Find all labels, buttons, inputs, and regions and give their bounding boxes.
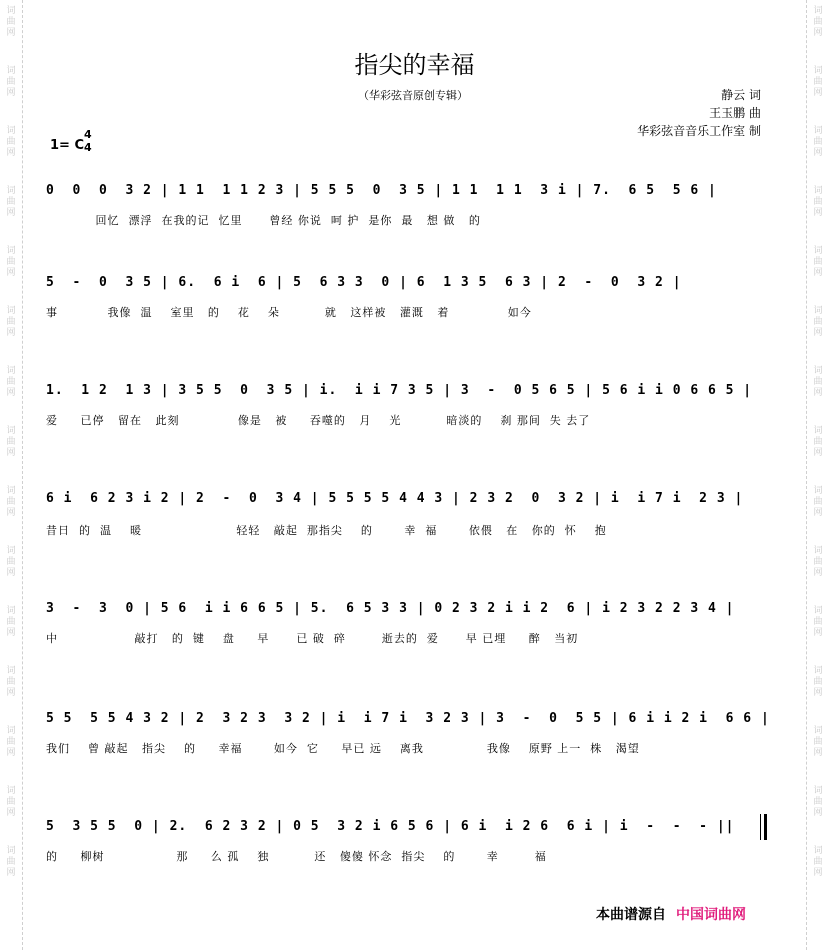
lyric-line: 中 敲打 的 键 盘 早 已 破 碎 逝去的 爱 早 已埋 醉 当初	[46, 632, 579, 645]
watermark-char: 网	[813, 148, 823, 158]
source-label: 本曲谱源自	[596, 907, 666, 923]
watermark-cell	[0, 720, 22, 780]
watermark-char: 曲	[6, 557, 16, 567]
watermark-cell	[807, 720, 829, 780]
watermark-char: 曲	[6, 797, 16, 807]
watermark-char: 词	[813, 546, 823, 556]
watermark-char: 词	[813, 666, 823, 676]
time-signature-top: 4	[84, 128, 92, 141]
watermark-char: 词	[813, 786, 823, 796]
notation-line: 0 0 0 3 2 | 1 1 1 1 2 3 | 5 5 5 0 3 5 | 1 1 1 1 3 i | 7. 6 5 5 6 |	[46, 183, 717, 198]
watermark-char: 网	[6, 688, 16, 698]
watermark-char: 曲	[6, 437, 16, 447]
watermark-char: 曲	[6, 17, 16, 27]
watermark-char: 网	[6, 508, 16, 518]
watermark-cell	[0, 300, 22, 360]
lyric-line: 的 柳树 那 么 孤 独 还 傻傻 怀念 指尖 的 幸 福	[46, 850, 547, 863]
watermark-char: 词	[813, 6, 823, 16]
watermark-cell	[807, 780, 829, 840]
watermark-char: 网	[6, 88, 16, 98]
watermark-char: 词	[813, 426, 823, 436]
watermark-char: 网	[813, 628, 823, 638]
watermark-char: 网	[6, 208, 16, 218]
watermark-char: 曲	[6, 257, 16, 267]
watermark-cell	[0, 660, 22, 720]
watermark-char: 网	[6, 148, 16, 158]
watermark-char: 词	[6, 126, 16, 136]
watermark-char: 词	[6, 426, 16, 436]
watermark-cell	[0, 840, 22, 900]
watermark-char: 词	[813, 366, 823, 376]
watermark-char: 曲	[813, 497, 823, 507]
notation-line: 6 i 6 2 3 i 2 | 2 - 0 3 4 | 5 5 5 5 4 4 3 | 2 3 2 0 3 2 | i i 7 i 2 3 |	[46, 491, 744, 506]
watermark-char: 词	[6, 846, 16, 856]
watermark-cell	[807, 660, 829, 720]
watermark-char: 曲	[813, 857, 823, 867]
watermark-char: 曲	[813, 617, 823, 627]
producer-credit: 华彩弦音音乐工作室 制	[637, 124, 761, 138]
watermark-cell	[807, 480, 829, 540]
watermark-char: 网	[6, 448, 16, 458]
notation-line: 5 5 5 5 4 3 2 | 2 3 2 3 3 2 | i i 7 i 3 2 3 | 3 - 0 5 5 | 6 i i 2 i 6 6 |	[46, 711, 770, 726]
watermark-char: 词	[6, 486, 16, 496]
watermark-cell	[807, 240, 829, 300]
album-subtitle: （华彩弦音原创专辑）	[358, 89, 468, 102]
watermark-char: 词	[813, 606, 823, 616]
watermark-cell	[0, 180, 22, 240]
watermark-char: 网	[6, 748, 16, 758]
watermark-cell	[0, 240, 22, 300]
watermark-cell	[807, 840, 829, 900]
watermark-cell	[0, 600, 22, 660]
watermark-char: 曲	[813, 677, 823, 687]
watermark-char: 曲	[813, 797, 823, 807]
watermark-char: 曲	[813, 317, 823, 327]
song-title: 指尖的幸福	[354, 51, 475, 79]
watermark-char: 网	[813, 388, 823, 398]
watermark-char: 网	[6, 568, 16, 578]
watermark-char: 词	[813, 246, 823, 256]
watermark-char: 网	[813, 208, 823, 218]
watermark-char: 网	[813, 328, 823, 338]
watermark-char: 词	[6, 6, 16, 16]
lyric-line: 我们 曾 敲起 指尖 的 幸福 如今 它 早已 远 离我 我像 原野 上一 株 渴望	[46, 742, 640, 755]
time-signature-bottom: 4	[84, 141, 92, 154]
watermark-char: 词	[6, 66, 16, 76]
watermark-char: 曲	[813, 257, 823, 267]
watermark-char: 网	[813, 748, 823, 758]
watermark-char: 网	[6, 628, 16, 638]
left-watermark-strip	[0, 0, 23, 950]
lyric-line: 事 我像 温 室里 的 花 朵 就 这样被 灌溉 着 如今	[46, 306, 532, 319]
watermark-char: 曲	[813, 557, 823, 567]
watermark-char: 曲	[813, 77, 823, 87]
lyric-line: 回忆 漂浮 在我的记 忆里 曾经 你说 呵 护 是你 最 想 做 的	[46, 214, 481, 227]
watermark-cell	[807, 420, 829, 480]
watermark-cell	[807, 300, 829, 360]
watermark-char: 词	[813, 726, 823, 736]
notation-line: 5 - 0 3 5 | 6. 6 i 6 | 5 6 3 3 0 | 6 1 3 5 6 3 | 2 - 0 3 2 |	[46, 275, 682, 290]
watermark-cell	[807, 180, 829, 240]
notation-line: 5 3 5 5 0 | 2. 6 2 3 2 | 0 5 3 2 i 6 5 6 | 6 i i 2 6 6 i | i - - - ||	[46, 819, 735, 834]
watermark-char: 网	[813, 448, 823, 458]
watermark-char: 曲	[6, 197, 16, 207]
watermark-cell	[807, 540, 829, 600]
watermark-char: 词	[6, 666, 16, 676]
watermark-char: 曲	[6, 677, 16, 687]
watermark-char: 网	[6, 868, 16, 878]
watermark-char: 曲	[6, 737, 16, 747]
lyricist-credit: 静云 词	[721, 88, 761, 102]
watermark-char: 词	[6, 546, 16, 556]
watermark-char: 词	[6, 186, 16, 196]
watermark-char: 曲	[6, 137, 16, 147]
watermark-char: 曲	[6, 377, 16, 387]
watermark-cell	[807, 360, 829, 420]
watermark-char: 词	[813, 66, 823, 76]
watermark-char: 网	[813, 88, 823, 98]
watermark-char: 词	[6, 366, 16, 376]
watermark-cell	[807, 120, 829, 180]
time-signature	[84, 128, 92, 154]
watermark-char: 词	[6, 786, 16, 796]
watermark-char: 网	[6, 268, 16, 278]
final-barline-thick	[764, 814, 767, 840]
watermark-char: 曲	[813, 137, 823, 147]
watermark-cell	[0, 360, 22, 420]
watermark-char: 词	[6, 726, 16, 736]
watermark-char: 词	[6, 606, 16, 616]
watermark-char: 曲	[813, 737, 823, 747]
right-watermark-strip	[806, 0, 829, 950]
composer-credit: 王玉鹏 曲	[709, 106, 761, 120]
site-name-link[interactable]: 中国词曲网	[676, 907, 746, 923]
watermark-cell	[0, 120, 22, 180]
watermark-char: 网	[813, 808, 823, 818]
watermark-char: 曲	[6, 77, 16, 87]
watermark-char: 曲	[813, 197, 823, 207]
watermark-cell	[807, 600, 829, 660]
notation-line: 3 - 3 0 | 5 6 i i 6 6 5 | 5. 6 5 3 3 | 0 2 3 2 i i 2 6 | i 2 3 2 2 3 4 |	[46, 601, 735, 616]
watermark-char: 网	[6, 808, 16, 818]
watermark-char: 词	[813, 126, 823, 136]
watermark-char: 曲	[6, 857, 16, 867]
watermark-char: 曲	[813, 437, 823, 447]
watermark-cell	[0, 540, 22, 600]
watermark-char: 词	[6, 246, 16, 256]
watermark-char: 网	[813, 28, 823, 38]
key-signature: 1= C	[50, 138, 85, 153]
watermark-char: 词	[813, 486, 823, 496]
watermark-char: 网	[6, 388, 16, 398]
watermark-cell	[0, 480, 22, 540]
lyric-line: 爱 已停 留在 此刻 像是 被 吞噬的 月 光 暗淡的 刹 那间 失 去了	[46, 414, 591, 427]
watermark-char: 网	[6, 28, 16, 38]
watermark-cell	[0, 780, 22, 840]
watermark-char: 词	[813, 306, 823, 316]
final-barline-thin	[760, 814, 761, 840]
watermark-char: 词	[813, 846, 823, 856]
source-footer	[596, 904, 746, 924]
watermark-char: 网	[813, 568, 823, 578]
watermark-char: 曲	[6, 617, 16, 627]
lyric-line: 昔日 的 温 暖 轻轻 敲起 那指尖 的 幸 福 依偎 在 你的 怀 抱	[46, 524, 607, 537]
watermark-char: 网	[813, 508, 823, 518]
notation-line: 1. 1 2 1 3 | 3 5 5 0 3 5 | i. i i 7 3 5 | 3 - 0 5 6 5 | 5 6 i i 0 6 6 5 |	[46, 383, 753, 398]
watermark-cell	[0, 420, 22, 480]
watermark-char: 词	[813, 186, 823, 196]
watermark-char: 曲	[6, 317, 16, 327]
watermark-char: 网	[813, 688, 823, 698]
watermark-char: 网	[6, 328, 16, 338]
watermark-char: 曲	[6, 497, 16, 507]
watermark-char: 曲	[813, 17, 823, 27]
watermark-char: 网	[813, 868, 823, 878]
watermark-char: 网	[813, 268, 823, 278]
watermark-char: 词	[6, 306, 16, 316]
watermark-char: 曲	[813, 377, 823, 387]
